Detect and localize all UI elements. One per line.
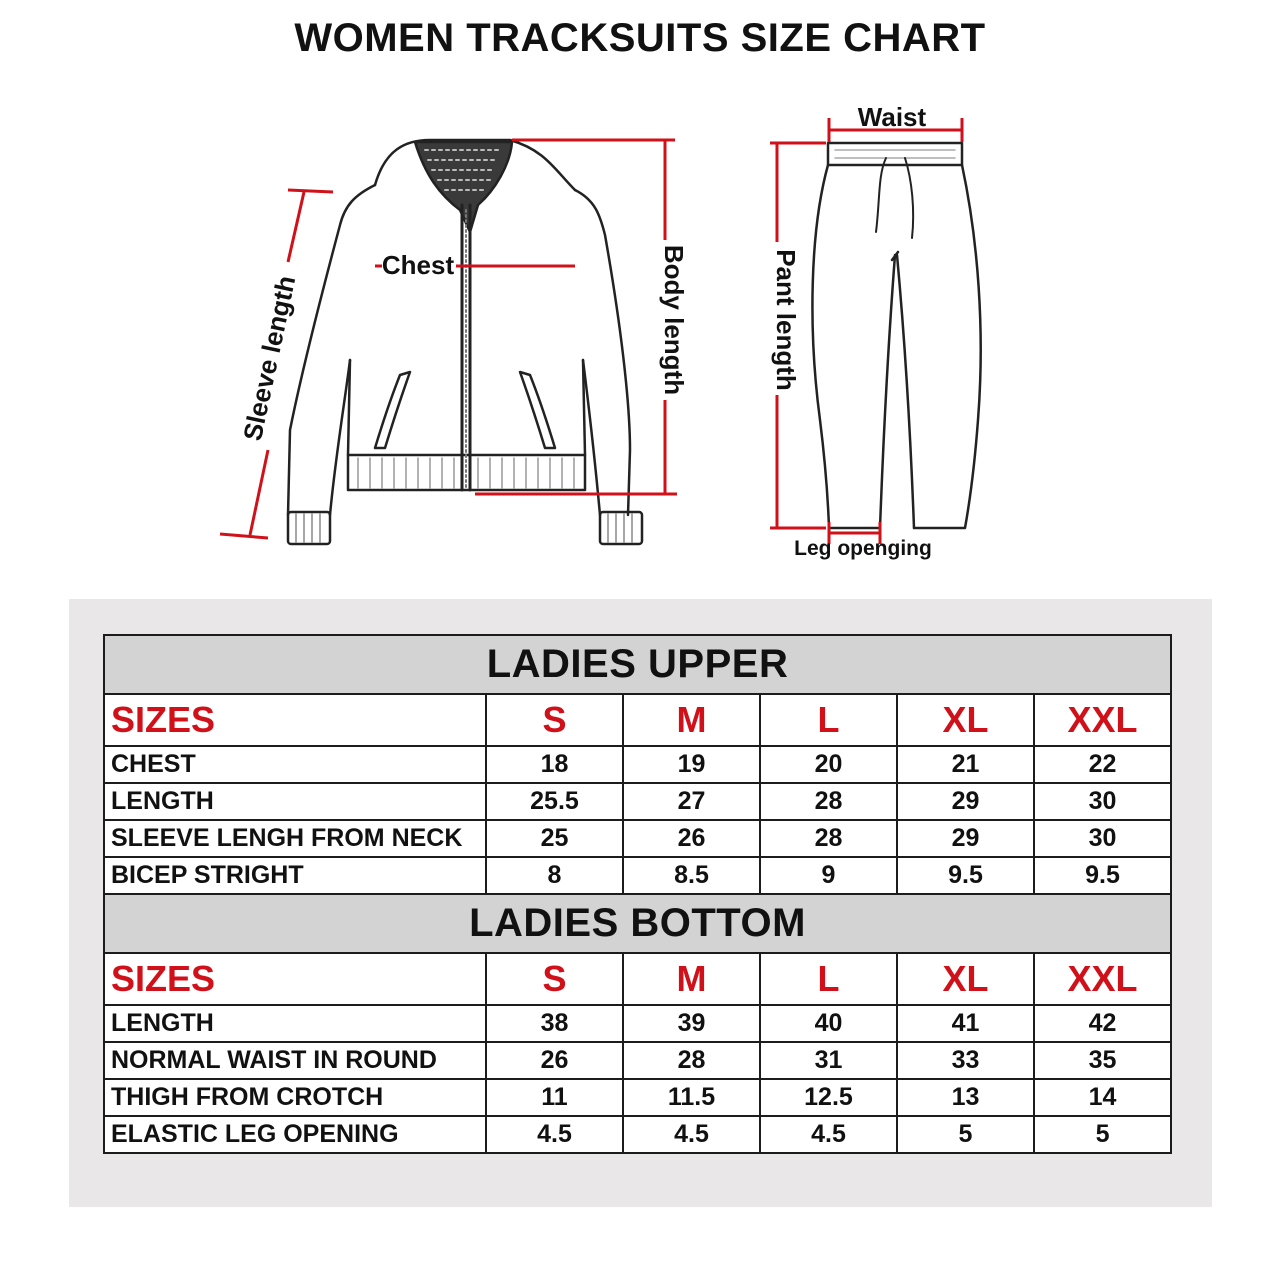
- table-cell: 11.5: [623, 1079, 760, 1116]
- table-cell: 28: [623, 1042, 760, 1079]
- sizes-label: SIZES: [104, 953, 486, 1005]
- table-cell: 25: [486, 820, 623, 857]
- pant-length-label: Pant length: [771, 249, 801, 391]
- table-cell: 25.5: [486, 783, 623, 820]
- table-row: [104, 857, 1171, 894]
- size-header: XL: [897, 694, 1034, 746]
- sleeve-length-label: Sleeve length: [237, 273, 302, 444]
- table-cell: 35: [1034, 1042, 1171, 1079]
- table-row: [104, 1079, 1171, 1116]
- table-cell: 28: [760, 783, 897, 820]
- leg-opening-label: Leg openging: [794, 537, 932, 560]
- garment-diagram: [0, 80, 1280, 580]
- table-cell: 5: [1034, 1116, 1171, 1153]
- table-cell: 8.5: [623, 857, 760, 894]
- row-label: ELASTIC LEG OPENING: [104, 1116, 486, 1153]
- table-cell: 18: [486, 746, 623, 783]
- table-cell: 29: [897, 820, 1034, 857]
- table-row: [104, 1116, 1171, 1153]
- row-label: LENGTH: [104, 783, 486, 820]
- table-cell: 19: [623, 746, 760, 783]
- chest-label: Chest: [381, 250, 455, 280]
- table-cell: 20: [760, 746, 897, 783]
- table-cell: 33: [897, 1042, 1034, 1079]
- table-cell: 4.5: [760, 1116, 897, 1153]
- pants-illustration: [812, 143, 980, 528]
- size-header: M: [623, 953, 760, 1005]
- table-row: [104, 1005, 1171, 1042]
- table-cell: 29: [897, 783, 1034, 820]
- upper-heading-row: [104, 635, 1171, 694]
- table-cell: 42: [1034, 1005, 1171, 1042]
- waist-label: Waist: [857, 102, 927, 132]
- body-length-label: Body length: [659, 244, 689, 396]
- size-header: S: [486, 694, 623, 746]
- jacket-illustration: [288, 140, 642, 544]
- table-cell: 11: [486, 1079, 623, 1116]
- table-row: [104, 783, 1171, 820]
- bottom-sizes-row: [104, 953, 1171, 1005]
- upper-heading: LADIES UPPER: [104, 635, 1171, 694]
- table-cell: 8: [486, 857, 623, 894]
- row-label: THIGH FROM CROTCH: [104, 1079, 486, 1116]
- table-cell: 21: [897, 746, 1034, 783]
- upper-sizes-row: [104, 694, 1171, 746]
- table-cell: 27: [623, 783, 760, 820]
- row-label: BICEP STRIGHT: [104, 857, 486, 894]
- table-cell: 30: [1034, 820, 1171, 857]
- table-cell: 38: [486, 1005, 623, 1042]
- table-cell: 12.5: [760, 1079, 897, 1116]
- sizes-label: SIZES: [104, 694, 486, 746]
- table-cell: 13: [897, 1079, 1034, 1116]
- bottom-heading: LADIES BOTTOM: [104, 894, 1171, 953]
- table-cell: 9.5: [897, 857, 1034, 894]
- table-cell: 40: [760, 1005, 897, 1042]
- table-cell: 26: [486, 1042, 623, 1079]
- size-header: L: [760, 953, 897, 1005]
- table-row: [104, 820, 1171, 857]
- size-header: L: [760, 694, 897, 746]
- table-cell: 22: [1034, 746, 1171, 783]
- table-row: [104, 1042, 1171, 1079]
- row-label: LENGTH: [104, 1005, 486, 1042]
- table-cell: 9: [760, 857, 897, 894]
- table-cell: 4.5: [486, 1116, 623, 1153]
- table-cell: 28: [760, 820, 897, 857]
- table-cell: 4.5: [623, 1116, 760, 1153]
- size-header: S: [486, 953, 623, 1005]
- table-row: [104, 746, 1171, 783]
- size-header: XXL: [1034, 953, 1171, 1005]
- table-cell: 31: [760, 1042, 897, 1079]
- table-cell: 41: [897, 1005, 1034, 1042]
- size-chart-table: [103, 634, 1172, 1154]
- table-cell: 30: [1034, 783, 1171, 820]
- table-cell: 9.5: [1034, 857, 1171, 894]
- size-header: M: [623, 694, 760, 746]
- row-label: NORMAL WAIST IN ROUND: [104, 1042, 486, 1079]
- table-cell: 26: [623, 820, 760, 857]
- row-label: CHEST: [104, 746, 486, 783]
- table-cell: 14: [1034, 1079, 1171, 1116]
- page-title: WOMEN TRACKSUITS SIZE CHART: [294, 16, 986, 60]
- table-cell: 39: [623, 1005, 760, 1042]
- table-cell: 5: [897, 1116, 1034, 1153]
- row-label: SLEEVE LENGH FROM NECK: [104, 820, 486, 857]
- size-header: XXL: [1034, 694, 1171, 746]
- size-header: XL: [897, 953, 1034, 1005]
- bottom-heading-row: [104, 894, 1171, 953]
